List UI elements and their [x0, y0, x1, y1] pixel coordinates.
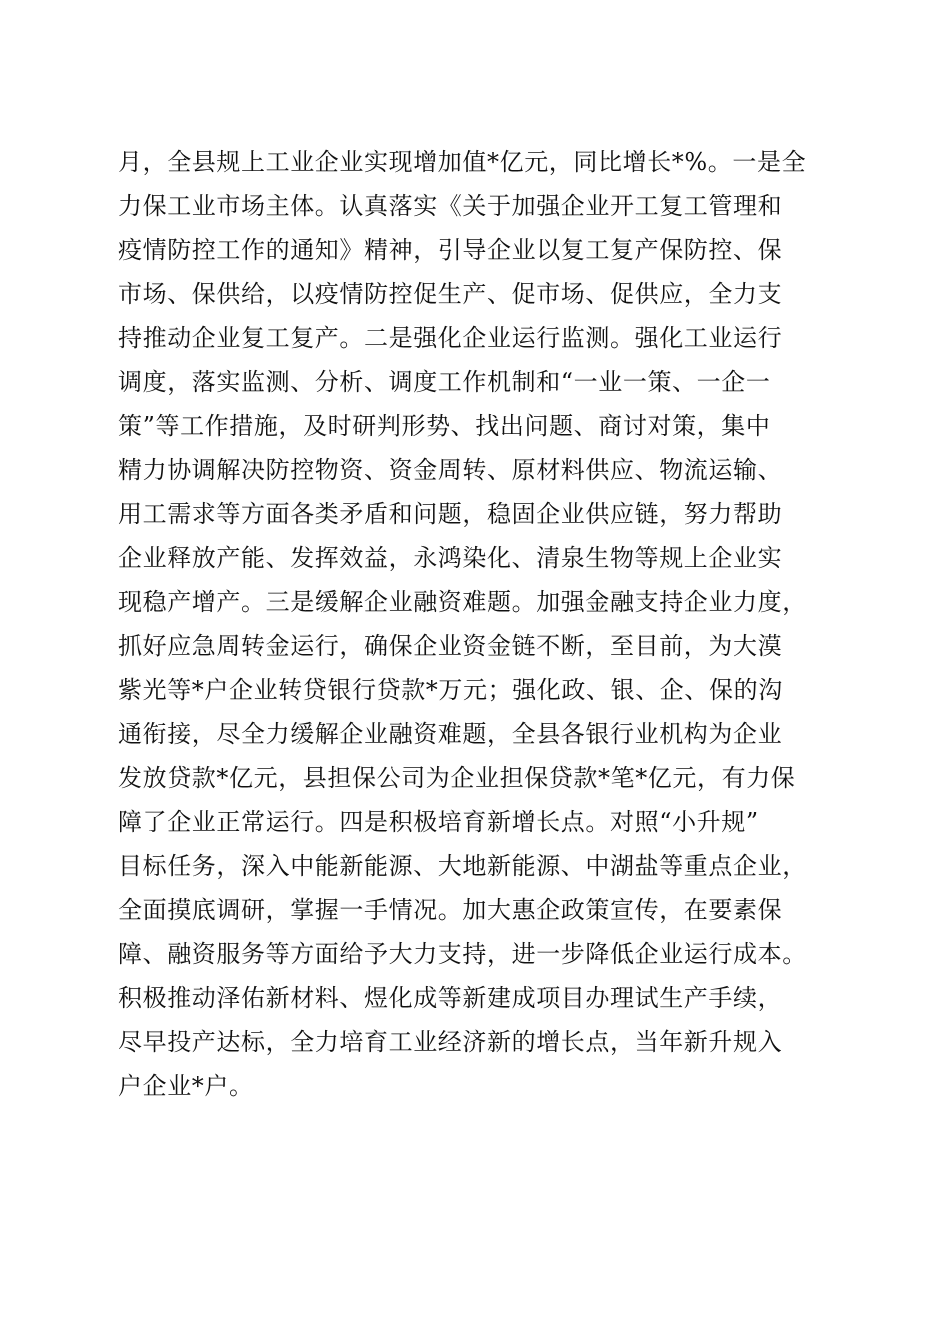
text-line: 通衔接，尽全力缓解企业融资难题，全县各银行业机构为企业 [118, 720, 783, 748]
text-line: 抓好应急周转金运行，确保企业资金链不断，至目前，为大漠 [118, 632, 783, 660]
text-line: 目标任务，深入中能新能源、大地新能源、中湖盐等重点企业， [118, 852, 807, 880]
text-line: 障、融资服务等方面给予大力支持，进一步降低企业运行成本。 [118, 940, 807, 968]
text-line: 用工需求等方面各类矛盾和问题，稳固企业供应链，努力帮助 [118, 500, 783, 528]
text-line: 调度，落实监测、分析、调度工作机制和“一业一策、一企一 [118, 368, 771, 396]
text-line: 疫情防控工作的通知》精神，引导企业以复工复产保防控、保 [118, 236, 783, 264]
text-line: 发放贷款*亿元，县担保公司为企业担保贷款*笔*亿元，有力保 [118, 764, 796, 792]
text-line: 力保工业市场主体。认真落实《关于加强企业开工复工管理和 [118, 192, 783, 220]
text-line: 障了企业正常运行。四是积极培育新增长点。对照“小升规” [118, 808, 759, 836]
text-line: 策”等工作措施，及时研判形势、找出问题、商讨对策，集中 [118, 412, 771, 440]
text-line: 持推动企业复工复产。二是强化企业运行监测。强化工业运行 [118, 324, 783, 352]
text-line: 尽早投产达标，全力培育工业经济新的增长点，当年新升规入 [118, 1028, 783, 1056]
text-line: 全面摸底调研，掌握一手情况。加大惠企政策宣传，在要素保 [118, 896, 783, 924]
text-line: 现稳产增产。三是缓解企业融资难题。加强金融支持企业力度， [118, 588, 807, 616]
body-paragraph [118, 140, 838, 1108]
text-line: 月，全县规上工业企业实现增加值*亿元，同比增长*%。一是全 [118, 148, 807, 176]
text-line: 企业释放产能、发挥效益，永鸿染化、清泉生物等规上企业实 [118, 544, 783, 572]
text-line: 积极推动泽佑新材料、煜化成等新建成项目办理试生产手续， [118, 984, 783, 1012]
text-line: 精力协调解决防控物资、资金周转、原材料供应、物流运输、 [118, 456, 783, 484]
text-line: 紫光等*户企业转贷银行贷款*万元；强化政、银、企、保的沟 [118, 676, 783, 704]
text-line: 市场、保供给，以疫情防控促生产、促市场、促供应，全力支 [118, 280, 783, 308]
text-line: 户企业*户。 [118, 1072, 254, 1100]
